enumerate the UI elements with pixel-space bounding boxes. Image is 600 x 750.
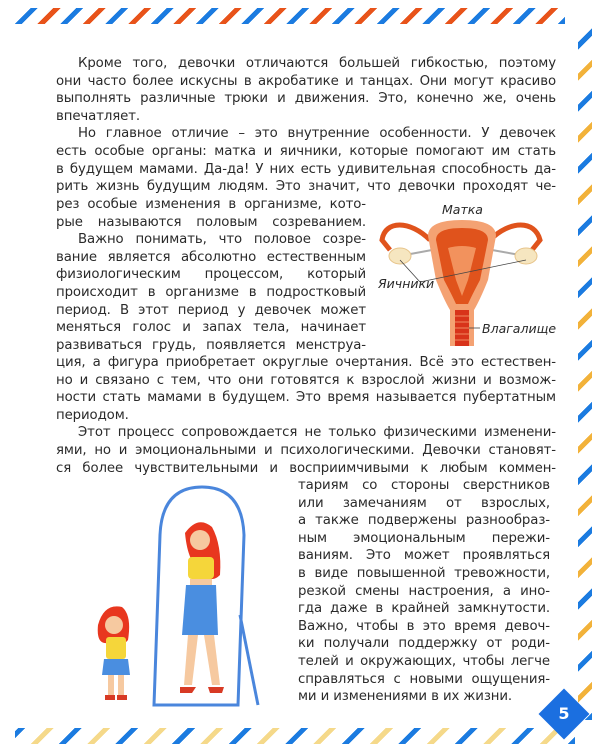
- paragraph-line: развиваться грудь, появляется менструа-: [56, 337, 366, 353]
- text-block-top: [56, 55, 556, 196]
- paragraph-line: а также подвержены разнообраз-: [298, 513, 550, 529]
- paragraph-line: гда даже в крайней замкнутости.: [298, 601, 550, 617]
- paragraph-line: есть особые органы: матка и яичники, которые помогают им стать: [56, 143, 556, 159]
- decorative-border-bottom: [15, 728, 575, 744]
- page-number-badge: [539, 689, 590, 740]
- paragraph-line: ция, а фигура приобретает округлые очертания. Всё это естествен-: [56, 355, 556, 370]
- paragraph-line: вание является абсолютно естественным: [56, 249, 366, 265]
- paragraph-line: Но главное отличие – это внутренние особенности. У девочек: [78, 126, 556, 142]
- text-block-middle: [56, 354, 556, 477]
- paragraph-line: меняться голос и запах тела, начинает: [56, 320, 366, 336]
- paragraph-line: в будущем мамами. Да-да! У них есть удивительная способность да-: [56, 161, 556, 177]
- mirror-illustration: [80, 475, 290, 710]
- paragraph-line: ми и изменениями в их жизни.: [298, 689, 513, 705]
- girl-and-mirror-icon: [80, 475, 290, 710]
- paragraph-line: ным эмоциональным пережи-: [298, 530, 550, 546]
- paragraph-line: ями, но и эмоциональными и психологическими. Девочки становят-: [56, 442, 556, 458]
- paragraph-line: рить жизнь будущим людям. Это значит, что девочки проходят че-: [56, 179, 556, 195]
- text-block-narrow-mirror: [298, 477, 550, 706]
- paragraph-line: физиологическим процессом, который: [56, 267, 366, 283]
- paragraph-line: но и связано с тем, что они готовятся к взрослой жизни и возмож-: [56, 372, 556, 388]
- paragraph-line: ки получали поддержку от роди-: [298, 636, 550, 652]
- page-number: 5: [558, 704, 570, 723]
- text-block-narrow-anatomy: [56, 196, 366, 354]
- label-ovaries: Яичники: [378, 276, 435, 291]
- anatomy-illustration: [370, 200, 560, 350]
- label-vagina: Влагалище: [482, 321, 557, 336]
- decorative-border-top: [15, 8, 565, 24]
- paragraph-line: происходит в организме в подростковый: [56, 284, 366, 300]
- paragraph-line: ся более чувствительными и восприимчивыми к любым коммен-: [56, 460, 556, 476]
- paragraph-line: Важно, чтобы в это время девоч-: [298, 618, 550, 634]
- paragraph-line: ваниям. Это может проявляться: [298, 548, 550, 564]
- paragraph-line: выполнять различные трюки и движения. Это, конечно же, очень: [56, 91, 556, 107]
- paragraph-line: периодом.: [56, 407, 129, 423]
- paragraph-line: впечатляет.: [56, 108, 141, 124]
- paragraph-line: Этот процесс сопровождается не только физическими изменени-: [78, 425, 556, 441]
- paragraph-line: телей и окружающих, чтобы легче: [298, 653, 550, 669]
- paragraph-line: ности стать мамами в будущем. Это время называется пубертатным: [56, 390, 556, 406]
- paragraph-line: или замечаниям от взрослых,: [298, 495, 550, 511]
- paragraph-line: резкой смены настроения, а ино-: [298, 583, 550, 599]
- paragraph-line: они часто более искусны в акробатике и танцах. Они могут красиво: [56, 73, 556, 89]
- label-uterus: Матка: [442, 202, 483, 217]
- paragraph-line: Кроме того, девочки отличаются большей гибкостью, поэтому: [78, 56, 556, 71]
- decorative-border-right: [578, 20, 592, 720]
- paragraph-line: в виде повышенной тревожности,: [298, 565, 550, 581]
- paragraph-line: рез особые изменения в организме, кото-: [56, 197, 366, 212]
- paragraph-line: период. В этот период у девочек может: [56, 302, 366, 318]
- paragraph-line: Важно понимать, что половое созре-: [78, 232, 366, 248]
- paragraph-line: справляться с новыми ощущения-: [298, 671, 550, 687]
- paragraph-line: тариям со стороны сверстников: [298, 478, 550, 493]
- paragraph-line: рые называются половым созреванием.: [56, 214, 366, 230]
